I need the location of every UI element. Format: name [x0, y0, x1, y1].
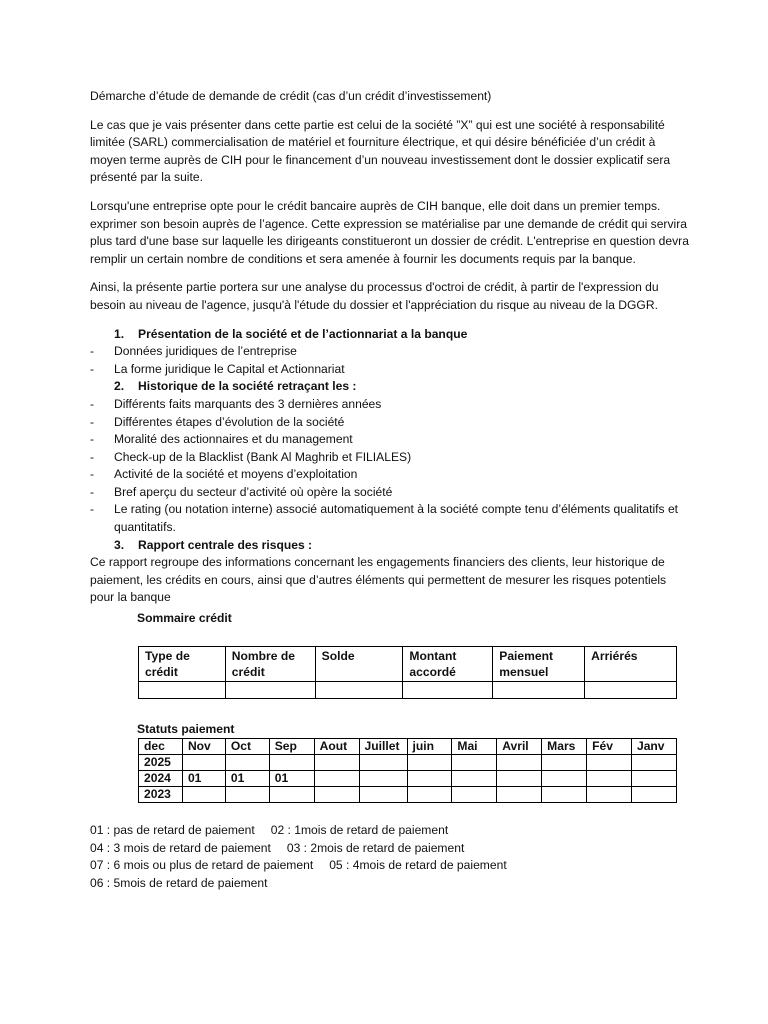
table-cell: 2023: [139, 787, 183, 803]
list-item: [90, 484, 690, 502]
table-cell: [359, 755, 407, 771]
table-row: [139, 787, 677, 803]
list-item: [90, 343, 690, 361]
section-text: Ce rapport regroupe des informations concernant les engagements financiers des clients, leur historique de paiement, les crédits en cours, ainsi que d’autres éléments qui permettent de mesurer les risques potentiels pour la banque: [90, 555, 667, 605]
bullet-dash: -: [90, 432, 95, 447]
table-cell: [403, 681, 493, 698]
table-row: [139, 755, 677, 771]
bullet-dash: -: [90, 502, 95, 517]
column-header: Janv: [631, 739, 676, 755]
list-item-text: Bref aperçu du secteur d’activité où opère la société: [114, 484, 393, 499]
table-cell: [139, 681, 226, 698]
table-cell: [269, 787, 314, 803]
table-cell: [225, 787, 269, 803]
column-header: Sep: [269, 739, 314, 755]
legend: [90, 822, 690, 892]
table-cell: [497, 755, 542, 771]
table-row: [139, 771, 677, 787]
column-header: juin: [407, 739, 452, 755]
table-cell: [452, 771, 497, 787]
table-cell: 01: [269, 771, 314, 787]
list-item-text: La forme juridique le Capital et Actionnariat: [114, 361, 345, 376]
table-cell: [493, 681, 585, 698]
section-title: Rapport centrale des risques :: [138, 537, 313, 552]
column-header: Juillet: [359, 739, 407, 755]
table-cell: [269, 755, 314, 771]
table-row: [139, 681, 677, 698]
paragraph: Ainsi, la présente partie portera sur une analyse du processus d'octroi de crédit, à partir de l'expression du besoin au niveau de l'agence, jusqu'à l'étude du dossier et l'appréciation du risque au niveau de la DGGR.: [90, 280, 659, 312]
table-cell: [542, 755, 587, 771]
column-header: Fév: [587, 739, 632, 755]
column-header: Avril: [497, 739, 542, 755]
bullet-list: [90, 396, 690, 537]
table-cell: [631, 755, 676, 771]
column-header: Nombre de crédit: [225, 646, 315, 681]
table-cell: [314, 771, 359, 787]
list-item: [90, 361, 690, 379]
section-number: 2.: [114, 379, 125, 394]
legend-line: [90, 875, 690, 893]
bullet-dash: -: [90, 449, 95, 464]
table-cell: [452, 787, 497, 803]
list-item-text: Différents faits marquants des 3 dernières années: [114, 396, 382, 411]
column-header: Type de crédit: [139, 646, 226, 681]
section-number: 1.: [114, 326, 125, 341]
paragraph: Lorsqu'une entreprise opte pour le crédit bancaire auprès de CIH banque, elle doit dans un premier temps. exprimer son besoin auprès de l’agence. Cette expression se matérialise par une demande de crédit qui servira plus tard d'une base sur laquelle les dirigeants constitueront un dossier de crédit. L'entreprise en question devra remplir un certain nombre de conditions et sera amenée à fournir les documents requis par la banque.: [90, 198, 689, 266]
column-header: Mai: [452, 739, 497, 755]
bullet-dash: -: [90, 414, 95, 429]
column-header: Arriérés: [585, 646, 677, 681]
list-item-text: Activité de la société et moyens d’exploitation: [114, 467, 358, 482]
legend-line: [90, 840, 690, 858]
section-title: Présentation de la société et de l’actionnariat a la banque: [138, 326, 468, 341]
table-cell: [359, 771, 407, 787]
table-cell: [314, 787, 359, 803]
legend-entry: 03 : 2mois de retard de paiement: [286, 840, 465, 855]
column-header: Paiement mensuel: [493, 646, 585, 681]
list-item-text: Le rating (ou notation interne) associé automatiquement à la société compte tenu d’éléments qualitatifs et quantitatifs.: [114, 502, 679, 535]
table-cell: [407, 787, 452, 803]
column-header: Solde: [315, 646, 403, 681]
legend-entry: 06 : 5mois de retard de paiement: [90, 876, 268, 890]
table-cell: [407, 755, 452, 771]
list-item: [90, 466, 690, 484]
document-heading: Démarche d’étude de demande de crédit (cas d’un crédit d’investissement): [90, 89, 492, 103]
list-item: [90, 414, 690, 432]
table-cell: [631, 771, 676, 787]
table-cell: [631, 787, 676, 803]
column-header: dec: [139, 739, 183, 755]
section-title: Historique de la société retraçant les :: [138, 379, 357, 394]
list-item-text: Différentes étapes d’évolution de la société: [114, 414, 345, 429]
table-cell: [542, 771, 587, 787]
statuts-title: Statuts paiement: [137, 721, 235, 736]
table-header-row: [139, 646, 677, 681]
bullet-dash: -: [90, 396, 95, 411]
bullet-list: [90, 343, 690, 378]
section-heading: [90, 378, 690, 396]
section-heading: [90, 326, 690, 344]
list-item: [90, 431, 690, 449]
table-cell: [359, 787, 407, 803]
column-header: Montant accordé: [403, 646, 493, 681]
table-cell: [407, 771, 452, 787]
document-page: [90, 88, 690, 893]
bullet-dash: -: [90, 361, 95, 376]
table-cell: 01: [182, 771, 225, 787]
table-cell: [315, 681, 403, 698]
section-number: 3.: [114, 537, 125, 552]
legend-entry: 04 : 3 mois de retard de paiement: [90, 840, 271, 855]
sommaire-title: Sommaire crédit: [137, 611, 232, 626]
bullet-dash: -: [90, 484, 95, 499]
list-item: [90, 396, 690, 414]
table-cell: [542, 787, 587, 803]
column-header: Mars: [542, 739, 587, 755]
list-item: [90, 501, 690, 536]
table-cell: 2024: [139, 771, 183, 787]
legend-line: [90, 857, 690, 875]
section-heading: [90, 537, 690, 555]
legend-entry: 02 : 1mois de retard de paiement: [270, 823, 449, 838]
paragraph: Le cas que je vais présenter dans cette partie est celui de la société ”X” qui est une société à responsabilité limitée (SARL) commercialisation de matériel et fourniture électrique, et qui désire bénéficiée d’un crédit à moyen terme auprès de CIH pour le financement d’un nouveau investissement dont le dossier explicatif sera présenté par la suite.: [90, 117, 671, 185]
sommaire-table: [138, 646, 677, 699]
legend-entry: 07 : 6 mois ou plus de retard de paiement: [90, 858, 314, 873]
column-header: Nov: [182, 739, 225, 755]
table-cell: [452, 755, 497, 771]
legend-line: [90, 822, 690, 840]
statuts-table: [138, 738, 677, 803]
table-cell: [182, 787, 225, 803]
table-cell: [225, 681, 315, 698]
table-cell: [587, 771, 632, 787]
column-header: Aout: [314, 739, 359, 755]
legend-entry: 05 : 4mois de retard de paiement: [329, 858, 507, 873]
list-item-text: Moralité des actionnaires et du management: [114, 432, 353, 447]
table-cell: [497, 771, 542, 787]
bullet-dash: -: [90, 344, 95, 359]
list-item-text: Check-up de la Blacklist (Bank Al Maghrib et FILIALES): [114, 449, 412, 464]
table-cell: 01: [225, 771, 269, 787]
list-item: [90, 449, 690, 467]
legend-entry: 01 : pas de retard de paiement: [90, 823, 255, 838]
column-header: Oct: [225, 739, 269, 755]
table-cell: [585, 681, 677, 698]
list-item-text: Données juridiques de l’entreprise: [114, 344, 297, 359]
table-cell: [314, 755, 359, 771]
table-cell: [497, 787, 542, 803]
table-cell: 2025: [139, 755, 183, 771]
table-cell: [225, 755, 269, 771]
table-cell: [587, 787, 632, 803]
table-cell: [182, 755, 225, 771]
table-cell: [587, 755, 632, 771]
table-header-row: [139, 739, 677, 755]
bullet-dash: -: [90, 467, 95, 482]
